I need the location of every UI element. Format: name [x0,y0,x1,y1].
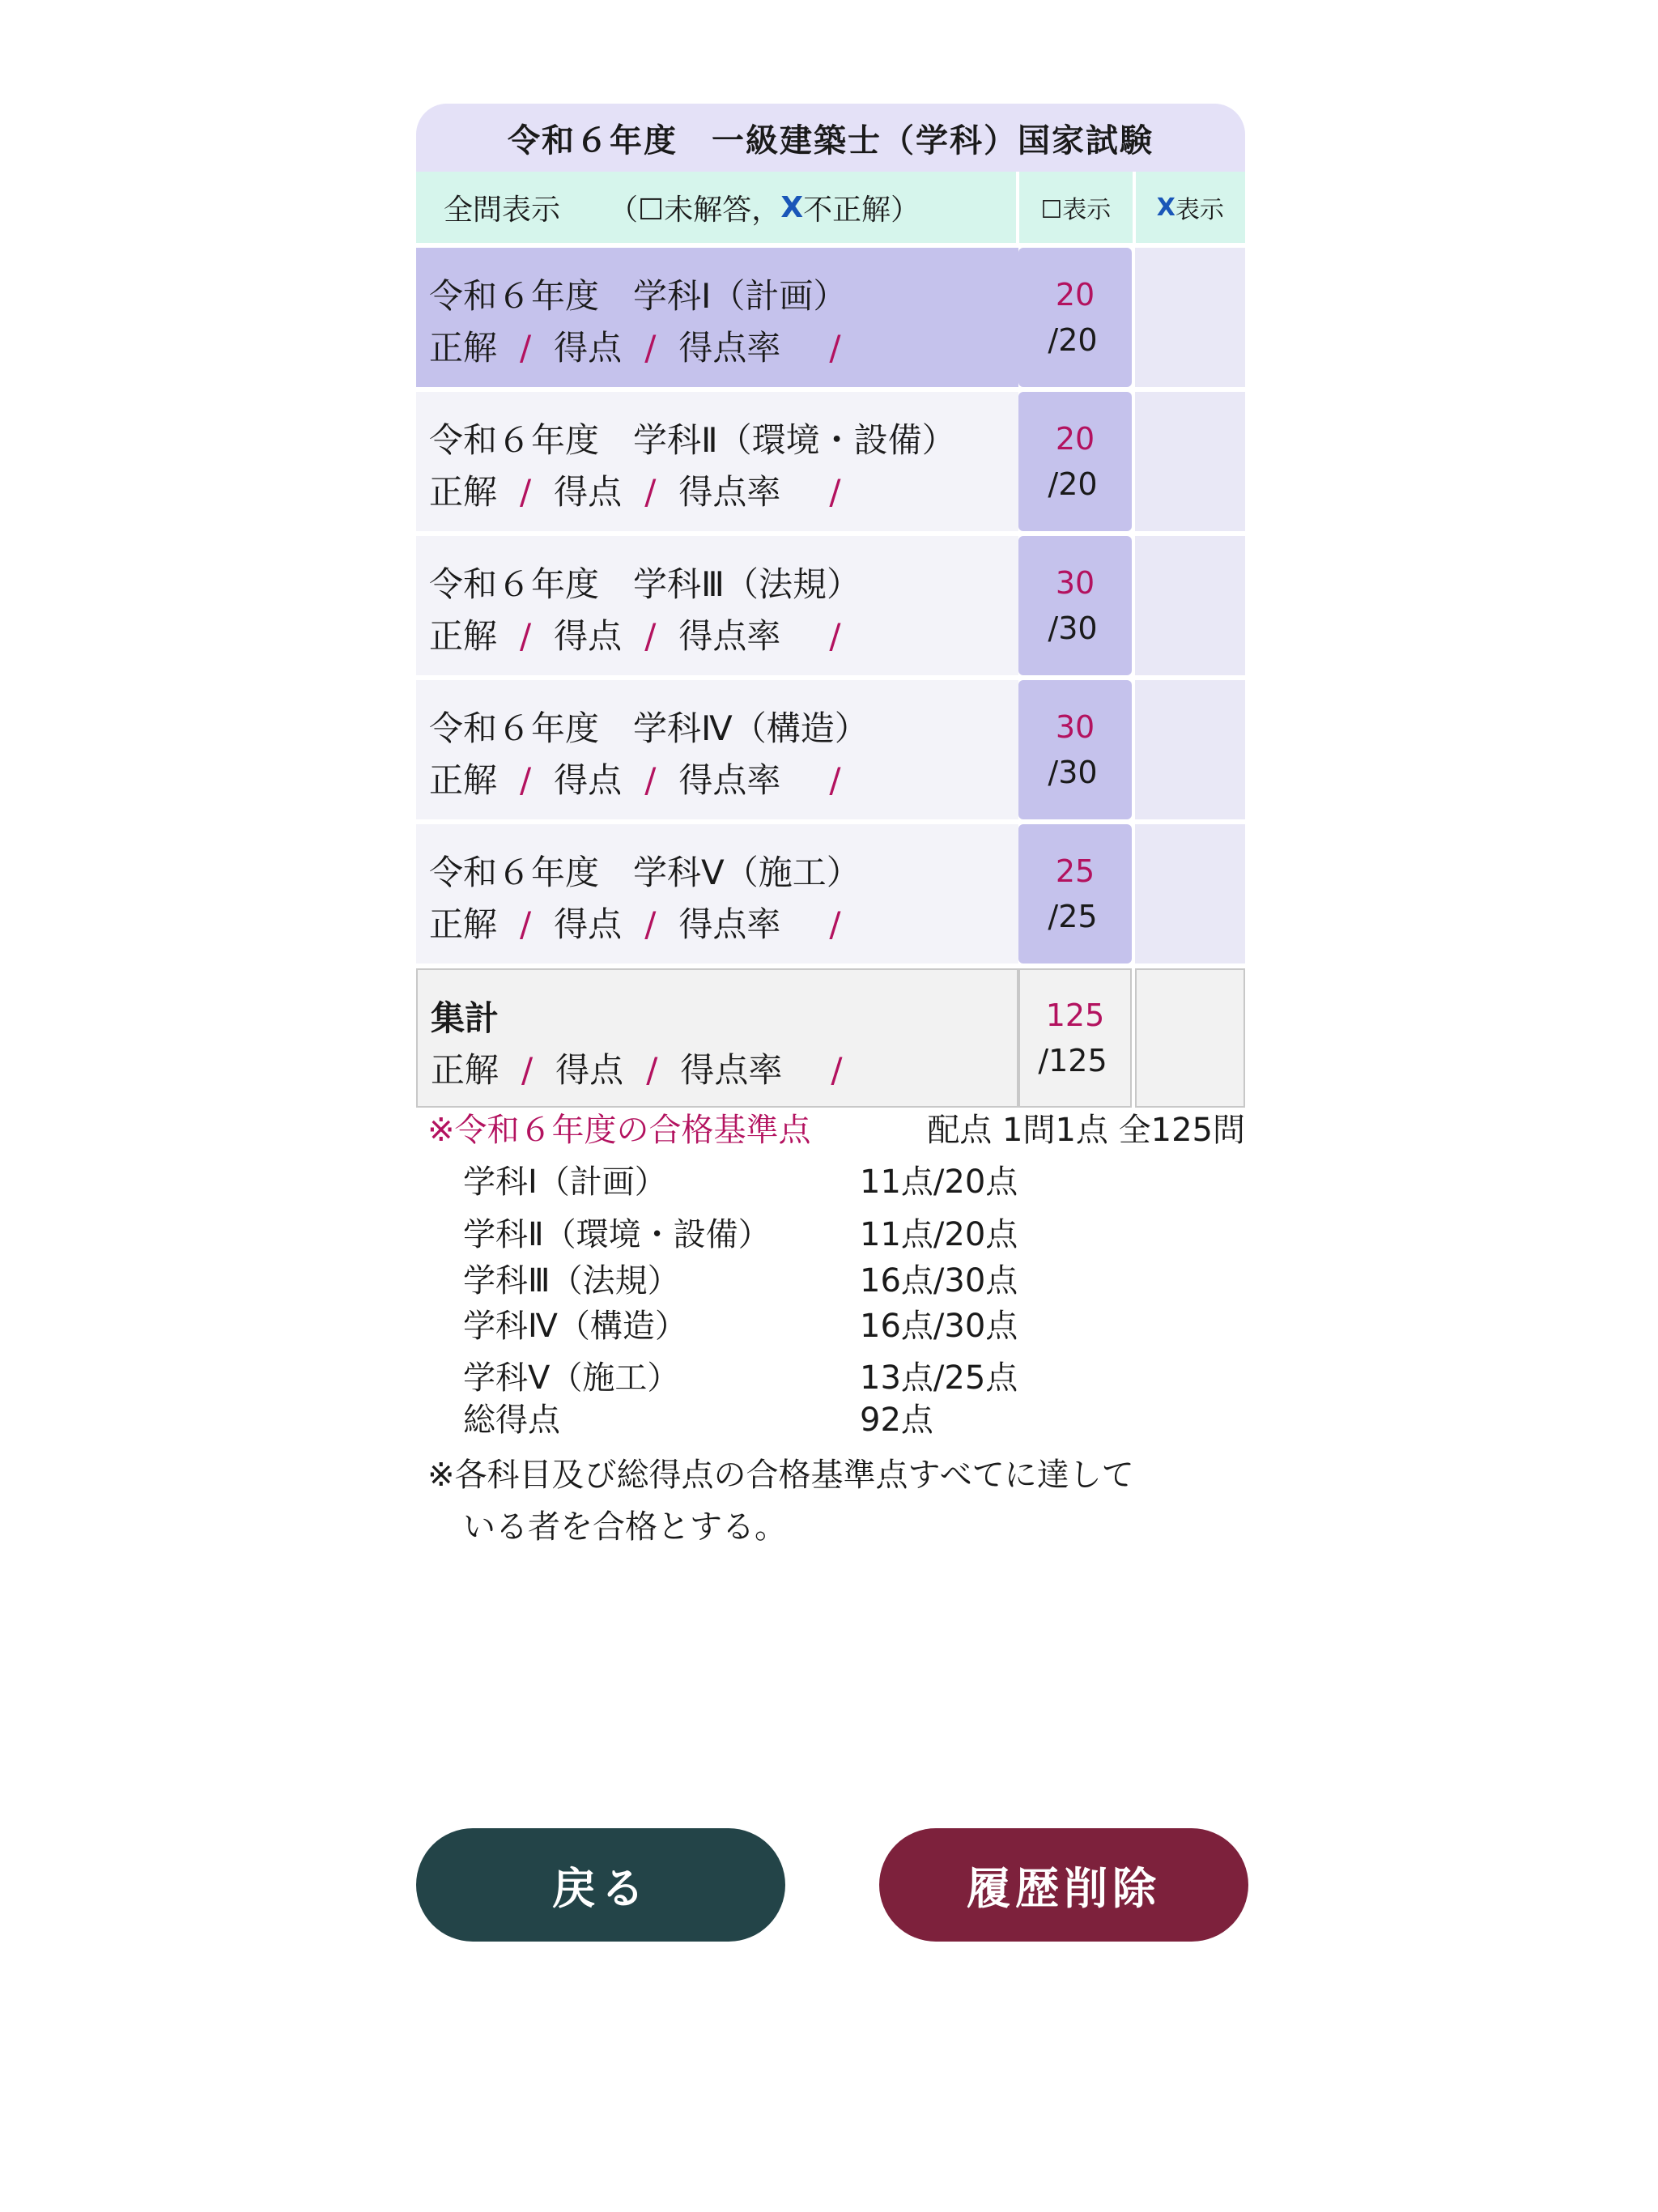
show-unanswered-button[interactable] [1019,172,1132,243]
subject-stats: 正解 / 得点 / 得点率 / [429,616,841,656]
criteria-item: 学科Ⅳ（構造） 16点/30点 [463,1307,1018,1345]
subject-stats: 正解 / 得点 / 得点率 / [429,328,841,368]
subject-cell[interactable] [416,536,1018,675]
legend-open: （ [609,193,639,227]
question-total: /30 [1048,610,1098,646]
criteria-heading: ※令和６年度の合格基準点 [427,1111,811,1149]
summary-cell[interactable] [416,968,1018,1108]
summary-total: /125 [1038,1043,1107,1078]
summary-count: 125 [1045,998,1105,1033]
x-mark-icon: X [1156,193,1175,222]
summary-stats: 正解 / 得点 / 得点率 / [431,1050,843,1090]
show-wrong-label: 表示 [1175,196,1224,224]
summary-wrong-button[interactable] [1135,968,1245,1108]
unanswered-count: 20 [1055,277,1095,313]
criteria-item: 学科Ⅱ（環境・設備） 11点/20点 [463,1215,1018,1253]
question-total: /25 [1048,899,1098,934]
subject-stats: 正解 / 得点 / 得点率 / [429,472,841,512]
criteria-item: 総得点 92点 [463,1401,933,1439]
page-title: 令和６年度 一級建築士（学科）国家試験 [416,104,1245,172]
unanswered-count: 30 [1055,565,1095,601]
legend-wrong: 不正解） [803,193,920,227]
subject-cell[interactable] [416,680,1018,819]
subject-title: 令和６年度 学科Ⅱ（環境・設備） [429,420,956,460]
subject-cell[interactable] [416,392,1018,531]
criteria-item: 学科Ⅲ（法規） 16点/30点 [463,1261,1018,1300]
criteria-header [427,1101,1245,1153]
subject-cell[interactable] [416,824,1018,963]
subject-title: 令和６年度 学科Ⅳ（構造） [429,708,869,748]
unanswered-count: 30 [1055,709,1095,745]
question-total: /20 [1048,466,1098,502]
back-button[interactable]: 戻る [416,1828,785,1942]
subject-title: 令和６年度 学科Ⅰ（計画） [429,276,848,316]
show-all-button[interactable] [416,172,1016,243]
show-all-label: 全問表示 [444,193,561,227]
show-wrong-button[interactable] [1136,172,1245,243]
summary-title: 集計 [431,998,500,1038]
results-table [416,104,1245,1108]
pass-criteria [427,1101,1245,1553]
criteria-note: ※各科目及び総得点の合格基準点すべてに達して いる者を合格とする。 [427,1457,1134,1546]
unanswered-count-button[interactable] [1018,248,1132,387]
table-header [416,172,1245,243]
wrong-count-button[interactable] [1135,536,1245,675]
delete-history-button[interactable]: 履歴削除 [879,1828,1248,1942]
criteria-item: 学科Ⅴ（施工） 13点/25点 [463,1359,1018,1397]
x-mark-icon: X [780,190,804,224]
subject-title: 令和６年度 学科Ⅴ（施工） [429,853,861,892]
show-unanswered-label: ☐表示 [1040,196,1112,224]
unanswered-count-button[interactable] [1018,392,1132,531]
subject-stats: 正解 / 得点 / 得点率 / [429,760,841,800]
criteria-item: 学科Ⅰ（計画） 11点/20点 [463,1163,1018,1201]
summary-count-button[interactable] [1018,968,1132,1108]
subject-row-5[interactable] [416,824,1245,963]
unanswered-count: 25 [1055,853,1095,889]
subject-row-3[interactable] [416,536,1245,675]
unanswered-count-button[interactable] [1018,680,1132,819]
unanswered-count: 20 [1055,421,1095,457]
subject-stats: 正解 / 得点 / 得点率 / [429,904,841,944]
subject-row-4[interactable] [416,680,1245,819]
wrong-count-button[interactable] [1135,824,1245,963]
subject-row-2[interactable] [416,392,1245,531]
legend-unanswered: ☐未解答， [638,193,781,227]
wrong-count-button[interactable] [1135,248,1245,387]
criteria-list [463,1153,1245,1439]
subject-row-1[interactable] [416,248,1245,387]
question-total: /30 [1048,755,1098,790]
wrong-count-button[interactable] [1135,680,1245,819]
question-total: /20 [1048,322,1098,358]
unanswered-count-button[interactable] [1018,824,1132,963]
unanswered-count-button[interactable] [1018,536,1132,675]
scoring-info: 配点 1問1点 全125問 [927,1111,1245,1149]
subject-cell[interactable] [416,248,1018,387]
subject-title: 令和６年度 学科Ⅲ（法規） [429,564,861,604]
summary-row[interactable] [416,968,1245,1108]
wrong-count-button[interactable] [1135,392,1245,531]
